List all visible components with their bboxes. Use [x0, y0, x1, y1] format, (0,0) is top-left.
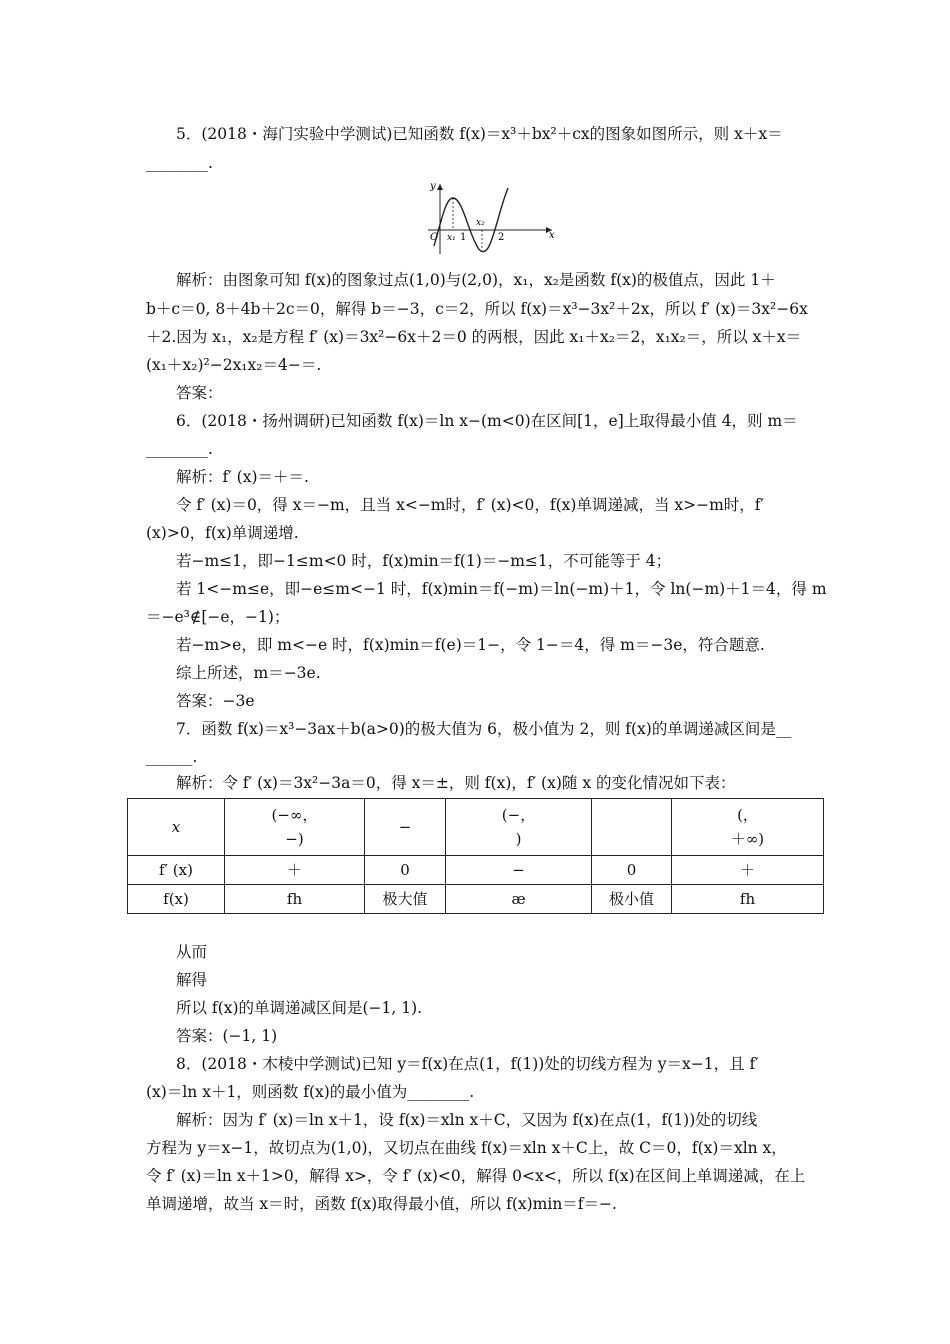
q5-line-1: 5．(2018・海门实验中学测试)已知函数 f(x)＝x³＋bx²＋cx的图象如图所示，则 x＋x＝ [176, 125, 783, 143]
table-cell: f(x) [128, 885, 225, 914]
q8-line-2: (x)＝ln x＋1，则函数 f(x)的最小值为________. [146, 1083, 475, 1101]
q6-answer: 答案：−3e [176, 692, 255, 710]
q8-solution-line-4: 单调递增，故当 x＝时，函数 f(x)取得最小值，所以 f(x)min＝f＝−. [146, 1195, 617, 1213]
table-cell: fh [225, 885, 365, 914]
q7-line-1: 7．函数 f(x)＝x³−3ax＋b(a>0)的极大值为 6，极小值为 2，则 f(x)的单调递减区间是__ [176, 720, 792, 738]
q5-line-2: ________. [146, 154, 213, 172]
q6-line-1: 6．(2018・扬州调研)已知函数 f(x)＝ln x−(m<0)在区间[1，e]上取得最小值 4，则 m＝ [176, 412, 798, 430]
table-cell: − [446, 856, 592, 885]
table-cell: ＋ [225, 856, 365, 885]
table-cell: (， ＋∞) [672, 799, 824, 856]
q5-solution-line-1: 解析：由图象可知 f(x)的图象过点(1,0)与(2,0)，x₁，x₂是函数 f(x)的极值点，因此 1＋ [176, 271, 776, 289]
table-cell: æ [446, 885, 592, 914]
q5-solution-line-4: (x₁＋x₂)²−2x₁x₂＝4−＝. [146, 356, 322, 374]
table-row [128, 799, 824, 856]
q6-solution-line-5: 若 1<−m≤e，即−e≤m<−1 时，f(x)min＝f(−m)＝ln(−m)＋1，令 ln(−m)＋1＝4，得 m [176, 580, 827, 598]
graph-y-label: y [430, 181, 436, 192]
graph-two-label: 2 [498, 232, 505, 243]
graph-x-label: x [549, 230, 555, 241]
q7-solution-line-4: 所以 f(x)的单调递减区间是(−1, 1). [176, 999, 423, 1017]
q6-solution-line-1: 解析：f′ (x)＝＋＝. [176, 468, 309, 486]
table-cell: fh [672, 885, 824, 914]
graph-cubic-curve [434, 188, 508, 252]
graph-x1-label: x₁ [447, 233, 456, 243]
table-row [128, 885, 824, 914]
table-row [128, 856, 824, 885]
q6-line-2: ________. [146, 440, 213, 458]
q5-function-graph [418, 178, 558, 258]
table-cell: − [365, 799, 446, 856]
table-cell: ＋ [672, 856, 824, 885]
table-cell: 极大值 [365, 885, 446, 914]
table-cell: 极小值 [592, 885, 672, 914]
table-cell: 0 [592, 856, 672, 885]
table-cell: 0 [365, 856, 446, 885]
q6-solution-line-8: 综上所述，m＝−3e. [176, 664, 321, 682]
q5-solution-line-3: ＋2.因为 x₁，x₂是方程 f′ (x)＝3x²−6x＋2＝0 的两根，因此 x₁＋x₂＝2，x₁x₂＝，所以 x＋x＝ [146, 328, 802, 346]
q7-answer: 答案：(−1, 1) [176, 1027, 278, 1045]
q6-solution-line-6: ＝−e³∉[−e，−1)； [146, 608, 290, 626]
table-cell: (−∞， −) [225, 799, 365, 856]
graph-one-label: 1 [460, 232, 467, 243]
q8-solution-line-3: 令 f′ (x)＝ln x＋1>0，解得 x>，令 f′ (x)<0，解得 0<x<，所以 f(x)在区间上单调递减，在上 [146, 1167, 806, 1185]
q7-line-2: ______. [146, 748, 198, 766]
q6-solution-line-3: (x)>0，f(x)单调递增. [146, 524, 299, 542]
table-cell: x [128, 799, 225, 856]
q6-solution-line-4: 若−m≤1，即−1≤m<0 时，f(x)min＝f(1)＝−m≤1，不可能等于 4； [176, 552, 672, 570]
q8-solution-line-1: 解析：因为 f′ (x)＝ln x＋1，设 f(x)＝xln x＋C，又因为 f(x)在点(1，f(1))处的切线 [176, 1111, 758, 1129]
q5-answer: 答案： [176, 384, 223, 402]
table-cell: f′ (x) [128, 856, 225, 885]
q7-variation-table [127, 798, 824, 914]
q7-solution-line-2: 从而 [176, 943, 208, 961]
q6-solution-line-7: 若−m>e，即 m<−e 时，f(x)min＝f(e)＝1−，令 1−＝4，得 m＝−3e，符合题意. [176, 636, 765, 654]
graph-origin-label: O [430, 232, 439, 243]
q7-solution-line-3: 解得 [176, 971, 208, 989]
q7-solution-line-1: 解析：令 f′ (x)＝3x²−3a＝0，得 x＝±，则 f(x)，f′ (x)随 x 的变化情况如下表： [176, 774, 736, 792]
graph-y-arrow [437, 184, 443, 190]
q8-line-1: 8．(2018・木棱中学测试)已知 y＝f(x)在点(1，f(1))处的切线方程为 y＝x−1，且 f′ [176, 1055, 759, 1073]
q8-solution-line-2: 方程为 y＝x−1，故切点为(1,0)，又切点在曲线 f(x)＝xln x＋C上，故 C＝0，f(x)＝xln x， [146, 1139, 787, 1157]
q6-solution-line-2: 令 f′ (x)＝0，得 x＝−m，且当 x<−m时，f′ (x)<0，f(x)单调递减，当 x>−m时，f′ [176, 496, 765, 514]
table-cell [592, 799, 672, 856]
q5-solution-line-2: b＋c＝0, 8＋4b＋2c＝0，解得 b＝−3，c＝2，所以 f(x)＝x³−3x²＋2x，所以 f′ (x)＝3x²−6x [146, 300, 808, 318]
graph-x2-label: x₂ [476, 218, 485, 228]
table-cell: (−， ) [446, 799, 592, 856]
